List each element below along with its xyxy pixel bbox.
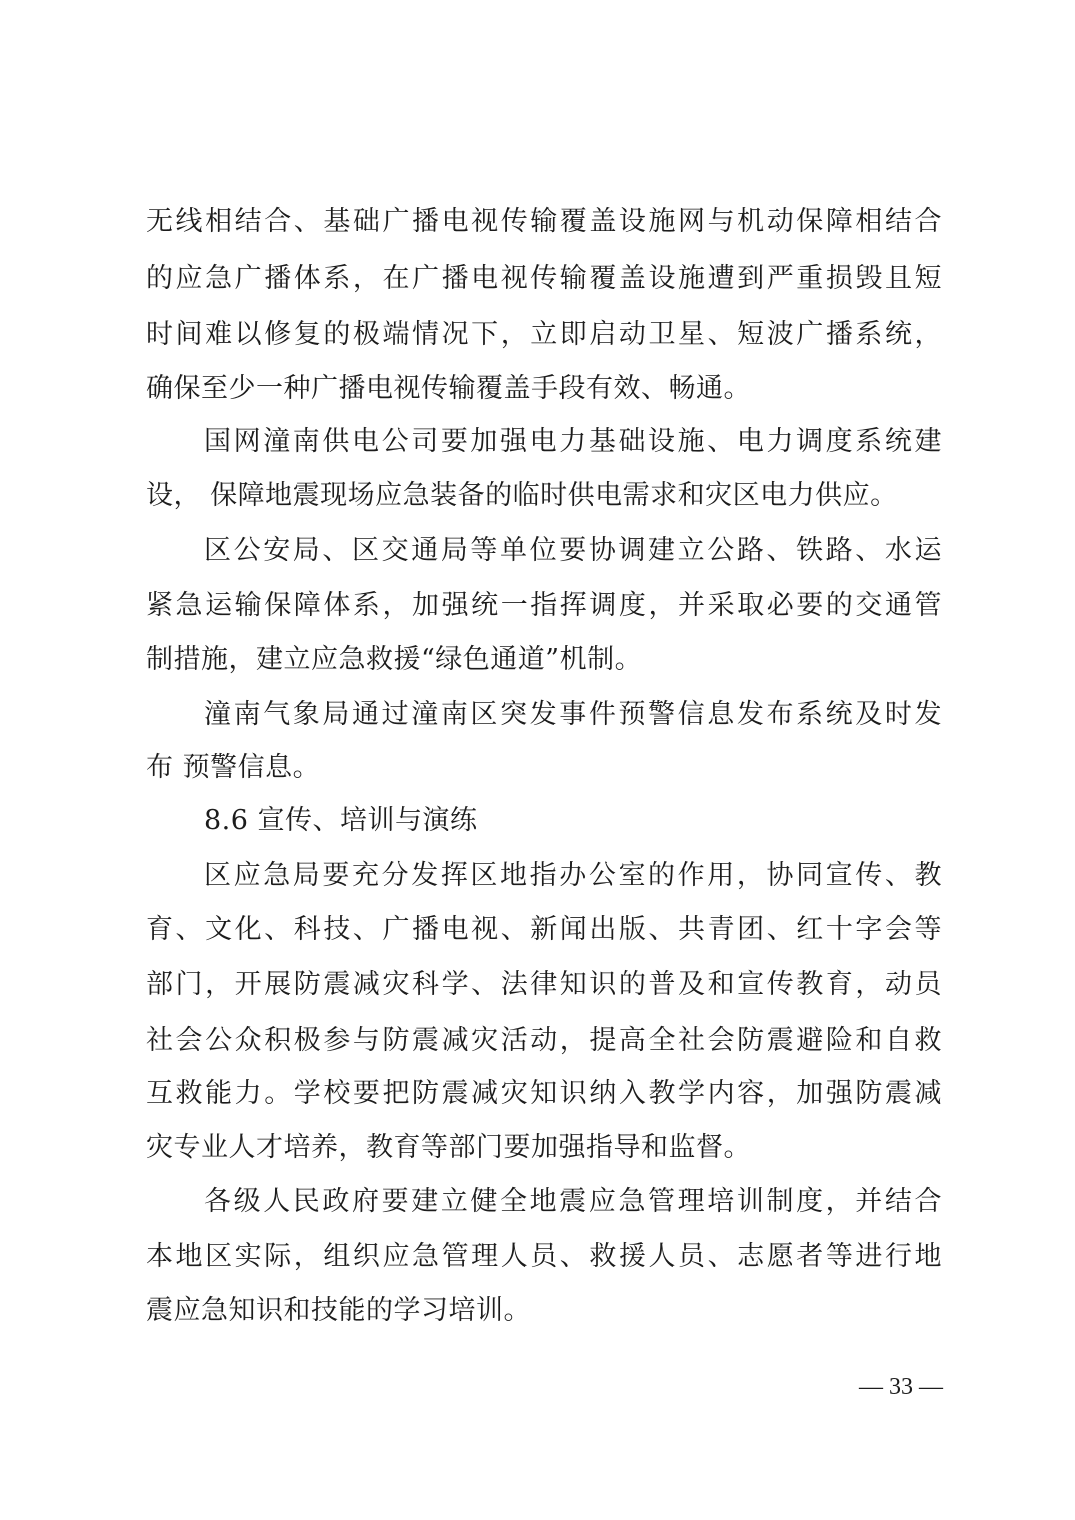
paragraph-line: 互救能力。学校要把防震减灾知识纳入教学内容，加强防震减 (146, 1078, 942, 1109)
paragraph-line: 本地区实际，组织应急管理人员、救援人员、志愿者等进行地 (146, 1241, 942, 1272)
paragraph-line: 社会公众积极参与防震减灾活动，提高全社会防震避险和自救 (146, 1025, 942, 1056)
paragraph-line: 各级人民政府要建立健全地震应急管理培训制度，并结合 (204, 1186, 942, 1217)
paragraph-line: 国网潼南供电公司要加强电力基础设施、电力调度系统建 (204, 426, 942, 457)
paragraph-line: 设， 保障地震现场应急装备的临时供电需求和灾区电力供应。 (146, 480, 898, 511)
section-heading: 8.6 宣传、培训与演练 (204, 805, 478, 836)
paragraph-line: 布 预警信息。 (146, 752, 321, 783)
paragraph-line: 的应急广播体系，在广播电视传输覆盖设施遭到严重损毁且短 (146, 263, 942, 294)
paragraph-line: 潼南气象局通过潼南区突发事件预警信息发布系统及时发 (204, 699, 942, 730)
page-number: — 33 — (859, 1374, 943, 1400)
paragraph-line: 震应急知识和技能的学习培训。 (146, 1295, 531, 1326)
paragraph-line: 区应急局要充分发挥区地指办公室的作用，协同宣传、教 (204, 860, 942, 891)
paragraph-line: 部门，开展防震减灾科学、法律知识的普及和宣传教育，动员 (146, 969, 942, 1000)
paragraph-line: 紧急运输保障体系，加强统一指挥调度，并采取必要的交通管 (146, 590, 942, 621)
paragraph-line: 确保至少一种广播电视传输覆盖手段有效、畅通。 (146, 373, 751, 404)
paragraph-line: 育、文化、科技、广播电视、新闻出版、共青团、红十字会等 (146, 914, 942, 945)
paragraph-line: 区公安局、区交通局等单位要协调建立公路、铁路、水运 (204, 535, 942, 566)
paragraph-line: 制措施，建立应急救援“绿色通道”机制。 (146, 644, 643, 675)
paragraph-line: 无线相结合、基础广播电视传输覆盖设施网与机动保障相结合 (146, 206, 942, 237)
paragraph-line: 灾专业人才培养，教育等部门要加强指导和监督。 (146, 1132, 751, 1163)
paragraph-line: 时间难以修复的极端情况下，立即启动卫星、短波广播系统， (146, 319, 942, 350)
